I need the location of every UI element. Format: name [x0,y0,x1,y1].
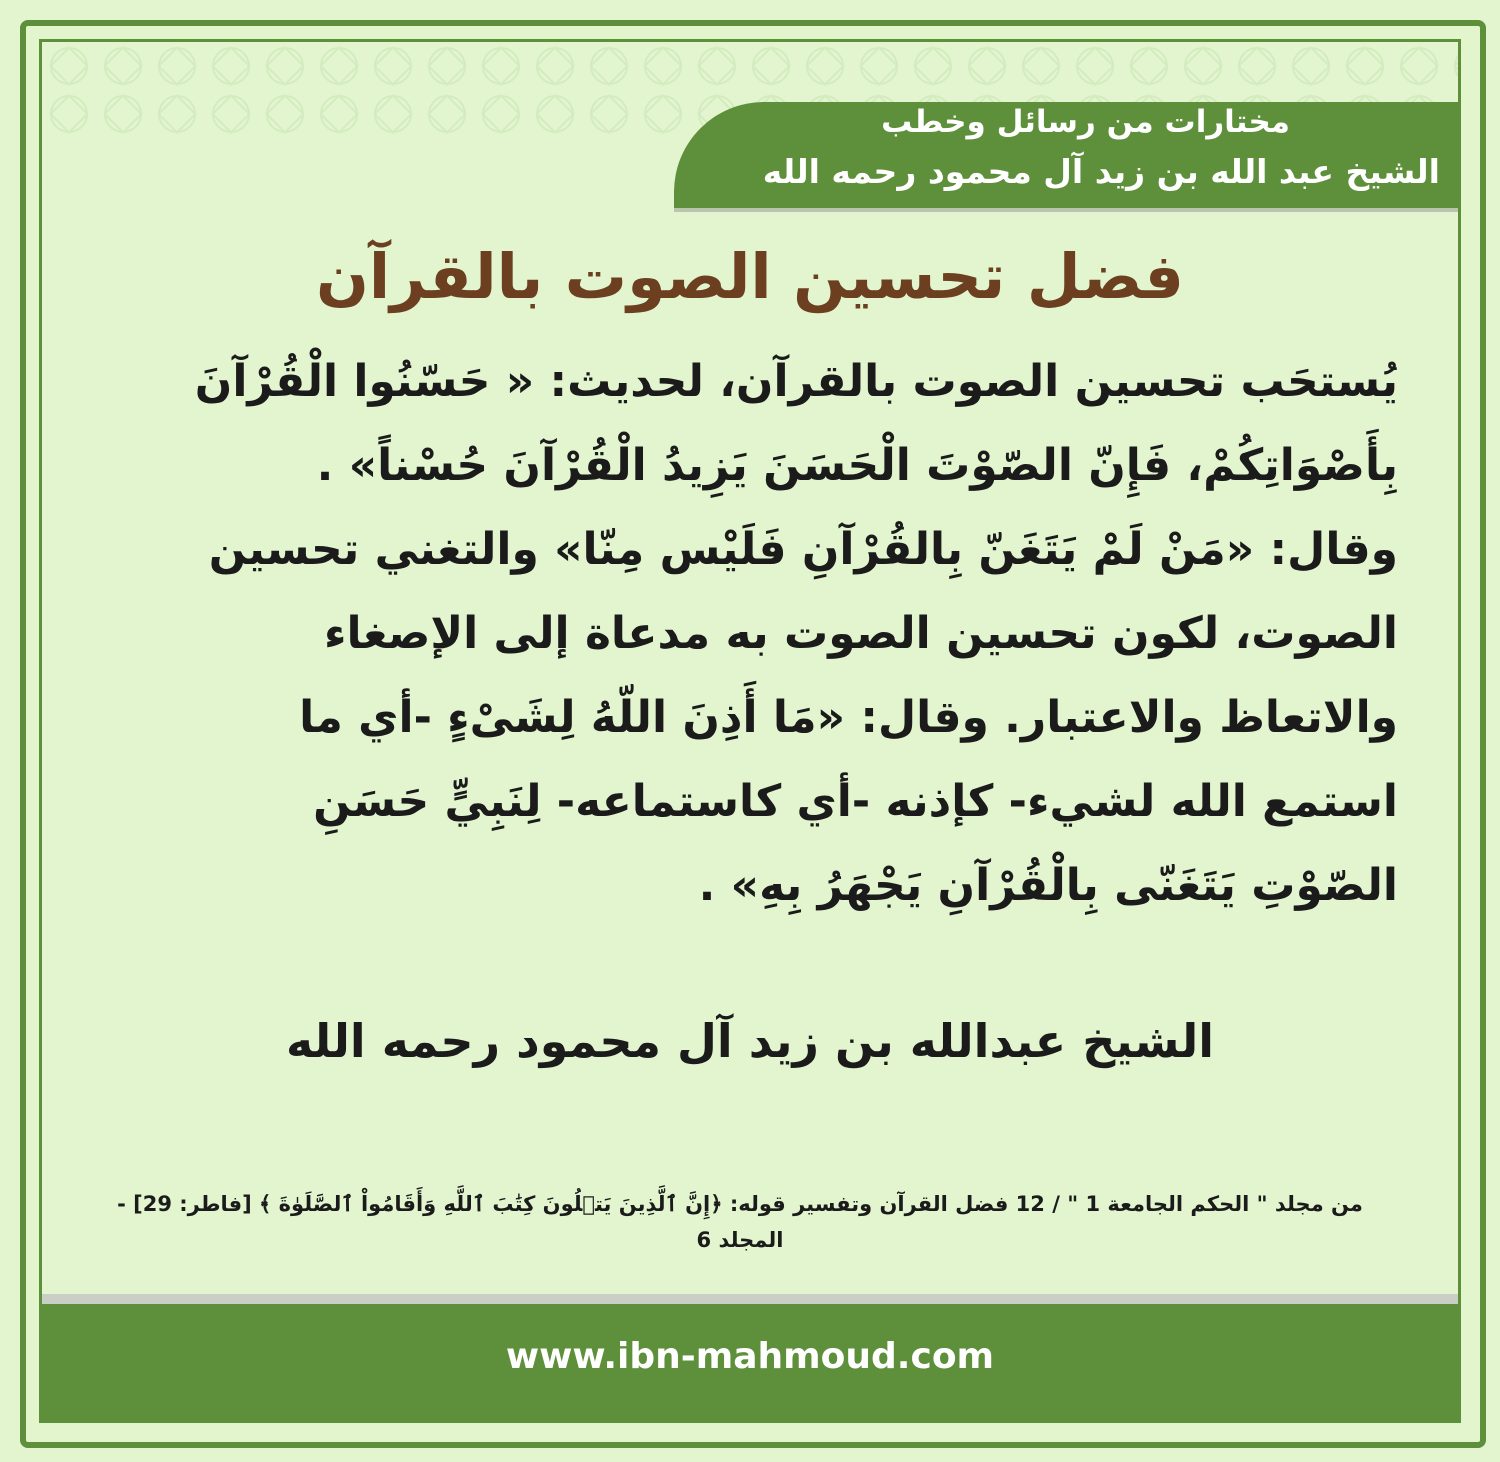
article-body: يُستحَب تحسين الصوت بالقرآن، لحديث: « حَسّنُوا الْقُرْآنَ بِأَصْوَاتِكُمْ، فَإِنّ الصّوْتَ الْحَسَنَ يَزِيدُ الْقُرْآنَ حُسْناً» . وقال: «مَنْ لَمْ يَتَغَنّ بِالقُرْآنِ فَلَيْس مِنّا» والتغني تحسين الصوت، لكون تحسين الصوت به مدعاة إلى الإصغاء والاتعاظ والاعتبار. وقال: «مَا أَذِنَ اللّهُ لِشَىْءٍ -أي ما استمع الله لشيء- كإذنه -أي كاستماعه- لِنَبِيٍّ حَسَنِ الصّوْتِ يَتَغَنّى بِالْقُرْآنِ يَجْهَرُ بِهِ» . [194,356,1398,911]
page-title: فضل تحسين الصوت بالقرآن [316,240,1184,313]
series-title: مختارات من رسائل وخطب [881,104,1290,140]
website-link[interactable]: www.ibn-mahmoud.com [505,1336,995,1377]
content-card [39,39,1461,1423]
author-signature: الشيخ عبدالله بن زيد آل محمود رحمه الله [285,1014,1215,1068]
footer-divider [42,1294,1458,1304]
footer-band [42,1304,1458,1420]
source-citation: من مجلد " الحكم الجامعة 1 " / 12 فضل القرآن وتفسير قوله: ﴿إِنَّ ٱلَّذِينَ يَتۡلُونَ كِتَٰبَ ٱللَّهِ وَأَقَامُواْ ٱلصَّلَوٰةَ ﴾ [فاطر: 29] - المجلد 6 [117,1192,1363,1252]
author-header: الشيخ عبد الله بن زيد آل محمود رحمه الله [762,152,1440,191]
